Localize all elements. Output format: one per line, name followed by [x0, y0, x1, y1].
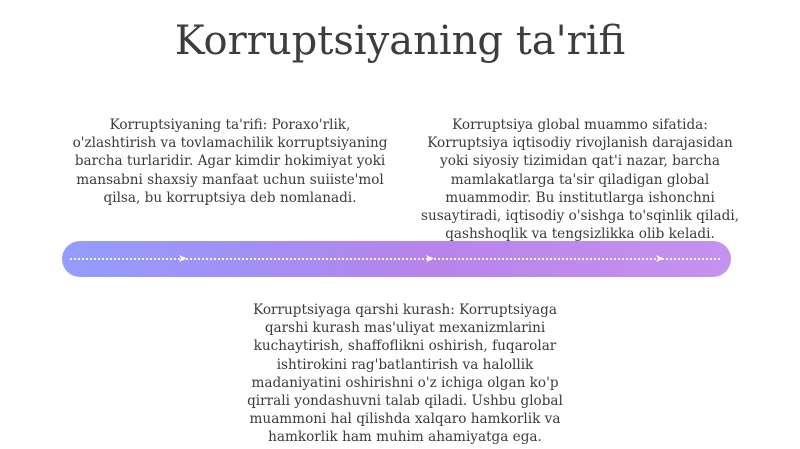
text-block-definition: Korruptsiyaning ta'rifi: Poraxo'rlik, o'zlashtirish va tovlamachilik korruptsiyaning barcha turlaridir. Agar kimdir hokimiyat yoki mansabni shaxsiy manfaat uchun suiiste'mol qilsa, bu korruptsiya deb nomlanadi. — [72, 117, 388, 206]
text-block-fight: Korruptsiyaga qarshi kurash: Korruptsiyaga qarshi kurash mas'uliyat mexanizmlarini kuchaytirish, shaffoflikni oshirish, fuqarolar ishtirokini rag'batlantirish va halollik madaniyatini oshirishni o'z ichiga olgan ko'p qirrali yondashuvni talab qiladi. Ushbu global muammoni hal qilishda xalqaro hamkorlik va hamkorlik ham muhim ahamiyatga ega. — [247, 302, 563, 446]
arrow-right-icon: ➤ — [425, 252, 435, 265]
timeline-dotted-line — [70, 258, 720, 260]
arrow-right-icon: ➤ — [178, 252, 188, 265]
arrow-right-icon: ➤ — [655, 252, 665, 265]
page-title: Korruptsiyaning ta'rifi — [174, 18, 626, 64]
text-block-global-problem: Korruptsiya global muammo sifatida: Korruptsiya iqtisodiy rivojlanish darajasidan yoki siyosiy tizimidan qat'i nazar, barcha mamlakatlarga ta'sir qiladigan global muammodir. Bu institutlarga ishonchni susaytiradi, iqtisodiy o'sishga to'sqinlik qiladi, qashshoqlik va tengsizlikka olib keladi. — [420, 117, 740, 243]
